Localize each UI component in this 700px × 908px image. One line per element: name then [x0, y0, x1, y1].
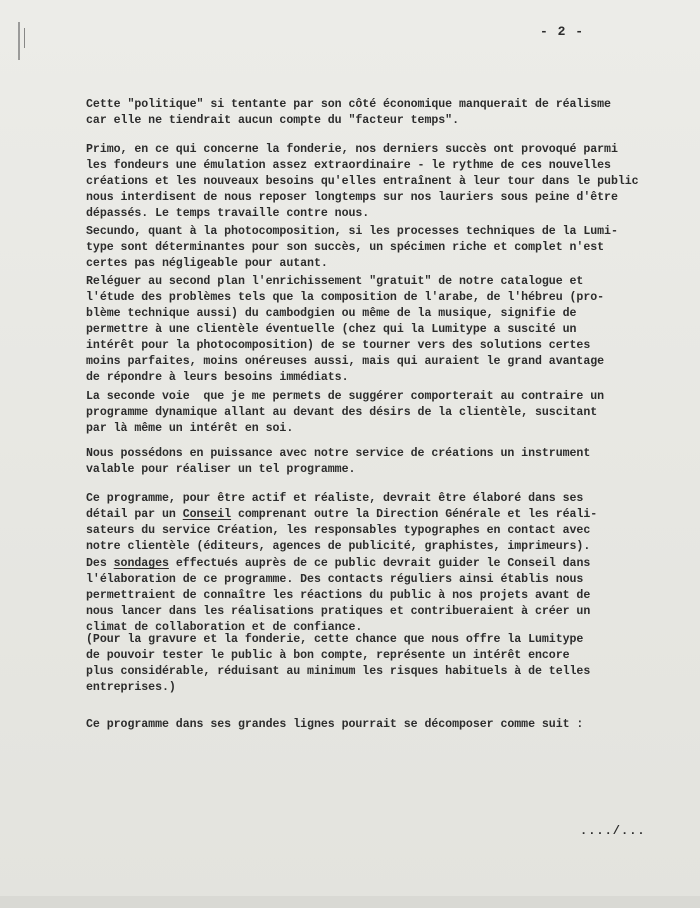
page-number: - 2 -	[540, 24, 585, 39]
text-line: Secundo, quant à la photocomposition, si les processes techniques de la Lumi-	[86, 225, 618, 238]
text-line: climat de collaboration et de confiance.	[86, 621, 363, 634]
text-line: La seconde voie que je me permets de suggérer comporterait au contraire un	[86, 390, 605, 403]
text-line: programme dynamique allant au devant des désirs de la clientèle, suscitant	[86, 406, 598, 419]
text-line: moins parfaites, moins onéreuses aussi, mais qui auraient le grand avantage	[86, 355, 605, 368]
text-line: Cette "politique" si tentante par son côté économique manquerait de réalisme	[86, 98, 611, 111]
paragraph-6	[86, 446, 666, 478]
text-line: intérêt pour la photocomposition) de se tourner vers des solutions certes	[86, 339, 591, 352]
text-line: détail par un Conseil comprenant outre la Direction Générale et les réali-	[86, 508, 598, 521]
text-line: car elle ne tiendrait aucun compte du "facteur temps".	[86, 114, 459, 127]
text-line: l'élaboration de ce programme. Des contacts réguliers ainsi établis nous	[86, 573, 584, 586]
text-line: nous lancer dans les réalisations pratiques et contribueraient à créer un	[86, 605, 591, 618]
underlined-word: Conseil	[182, 508, 232, 521]
margin-pen-mark-secondary	[24, 28, 25, 48]
text-line: de pouvoir tester le public à bon compte, représente un intérêt encore	[86, 649, 570, 662]
text-line: par là même un intérêt en soi.	[86, 422, 294, 435]
text-line: permettraient de connaître les réactions du public à nos projets avant de	[86, 589, 591, 602]
paragraph-2	[86, 142, 666, 222]
text-line: nous interdisent de nous reposer longtemps sur nos lauriers sous peine d'être	[86, 191, 618, 204]
text-line: créations et les nouveaux besoins qu'elles entraînent à leur tour dans le public	[86, 175, 639, 188]
text-line: l'étude des problèmes tels que la composition de l'arabe, de l'hébreu (pro-	[86, 291, 605, 304]
text-line: les fondeurs une émulation assez extraordinaire - le rythme de ces nouvelles	[86, 159, 611, 172]
text-line: Des sondages effectués auprès de ce public devrait guider le Conseil dans	[86, 557, 591, 570]
paragraph-10	[86, 717, 666, 733]
text-line: (Pour la gravure et la fonderie, cette chance que nous offre la Lumitype	[86, 633, 584, 646]
text-line: entreprises.)	[86, 681, 176, 694]
paragraph-3	[86, 224, 666, 272]
text-line: dépassés. Le temps travaille contre nous.	[86, 207, 370, 220]
text-line: valable pour réaliser un tel programme.	[86, 463, 356, 476]
underlined-word: sondages	[113, 557, 169, 570]
text-line: certes pas négligeable pour autant.	[86, 257, 328, 270]
paragraph-7	[86, 491, 666, 555]
paragraph-9	[86, 632, 666, 696]
text-line: notre clientèle (éditeurs, agences de publicité, graphistes, imprimeurs).	[86, 540, 591, 553]
text-line: plus considérable, réduisant au minimum les risques habituels à de telles	[86, 665, 591, 678]
text-line: Reléguer au second plan l'enrichissement "gratuit" de notre catalogue et	[86, 275, 584, 288]
continuation-marker: ..../...	[580, 824, 646, 838]
paragraph-8	[86, 556, 666, 636]
text-line: blème technique aussi) du cambodgien ou même de la musique, signifie de	[86, 307, 577, 320]
text-line: sateurs du service Création, les responsables typographes en contact avec	[86, 524, 591, 537]
text-line: Nous possédons en puissance avec notre service de créations un instrument	[86, 447, 591, 460]
paragraph-1	[86, 97, 666, 129]
text-line: type sont déterminantes pour son succès, un spécimen riche et complet n'est	[86, 241, 605, 254]
text-line: permettre à une clientèle éventuelle (chez qui la Lumitype a suscité un	[86, 323, 577, 336]
scan-bottom-edge	[0, 896, 700, 908]
text-line: de répondre à leurs besoins immédiats.	[86, 371, 349, 384]
paragraph-4	[86, 274, 666, 386]
text-line: Ce programme dans ses grandes lignes pourrait se décomposer comme suit :	[86, 718, 584, 731]
text-line: Primo, en ce qui concerne la fonderie, nos derniers succès ont provoqué parmi	[86, 143, 618, 156]
text-line: Ce programme, pour être actif et réaliste, devrait être élaboré dans ses	[86, 492, 584, 505]
paragraph-5	[86, 389, 666, 437]
margin-pen-mark	[18, 22, 20, 60]
